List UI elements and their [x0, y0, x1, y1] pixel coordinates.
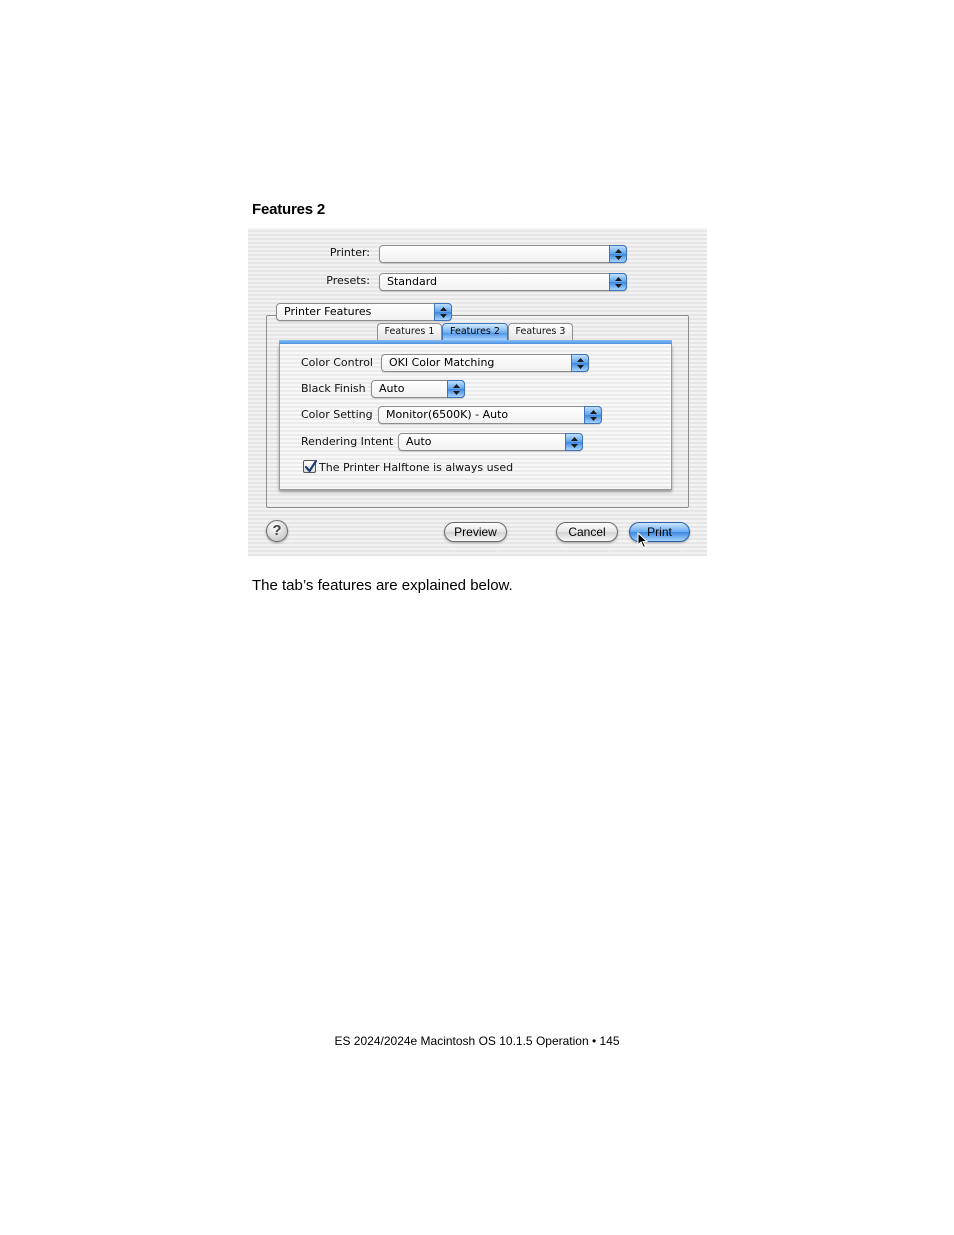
- popup-arrows-icon: [609, 273, 627, 291]
- checkmark-icon: [304, 459, 318, 474]
- panel-select-popup[interactable]: [276, 303, 452, 321]
- color-setting-value: Monitor(6500K) - Auto: [386, 408, 509, 421]
- tab-features-1[interactable]: Features 1: [377, 323, 442, 340]
- black-finish-popup[interactable]: [371, 380, 465, 398]
- popup-arrows-icon: [571, 354, 589, 372]
- caption: The tab’s features are explained below.: [252, 577, 513, 594]
- rendering-intent-value: Auto: [406, 435, 432, 448]
- popup-arrows-icon: [447, 380, 465, 398]
- printer-label: Printer:: [329, 246, 370, 259]
- halftone-checkbox[interactable]: [303, 460, 316, 473]
- color-setting-label: Color Setting: [301, 408, 373, 421]
- panel-select-value: Printer Features: [284, 305, 372, 318]
- black-finish-label: Black Finish: [301, 382, 366, 395]
- help-icon[interactable]: ?: [266, 520, 288, 542]
- color-control-label: Color Control: [301, 356, 373, 369]
- color-control-value: OKI Color Matching: [389, 356, 495, 369]
- tab-features-3[interactable]: Features 3: [508, 323, 573, 340]
- color-setting-popup[interactable]: [378, 406, 602, 424]
- popup-arrows-icon: [434, 303, 452, 321]
- popup-arrows-icon: [565, 433, 583, 451]
- presets-label: Presets:: [326, 274, 370, 287]
- printer-popup[interactable]: [379, 245, 627, 263]
- tab-features-2[interactable]: Features 2: [442, 323, 508, 340]
- print-button[interactable]: Print: [629, 522, 690, 542]
- mouse-pointer-icon: [637, 532, 648, 549]
- black-finish-value: Auto: [379, 382, 405, 395]
- preview-button[interactable]: Preview: [444, 522, 507, 542]
- rendering-intent-label: Rendering Intent: [301, 435, 394, 448]
- rendering-intent-popup[interactable]: [398, 433, 583, 451]
- popup-arrows-icon: [584, 406, 602, 424]
- cancel-button[interactable]: Cancel: [556, 522, 618, 542]
- presets-popup[interactable]: [379, 273, 627, 291]
- page-footer: ES 2024/2024e Macintosh OS 10.1.5 Operation • 145: [334, 1034, 620, 1048]
- presets-value: Standard: [387, 275, 438, 288]
- color-control-popup[interactable]: [381, 354, 589, 372]
- halftone-label: The Printer Halftone is always used: [319, 461, 514, 474]
- section-title: Features 2: [252, 201, 326, 218]
- popup-arrows-icon: [609, 245, 627, 263]
